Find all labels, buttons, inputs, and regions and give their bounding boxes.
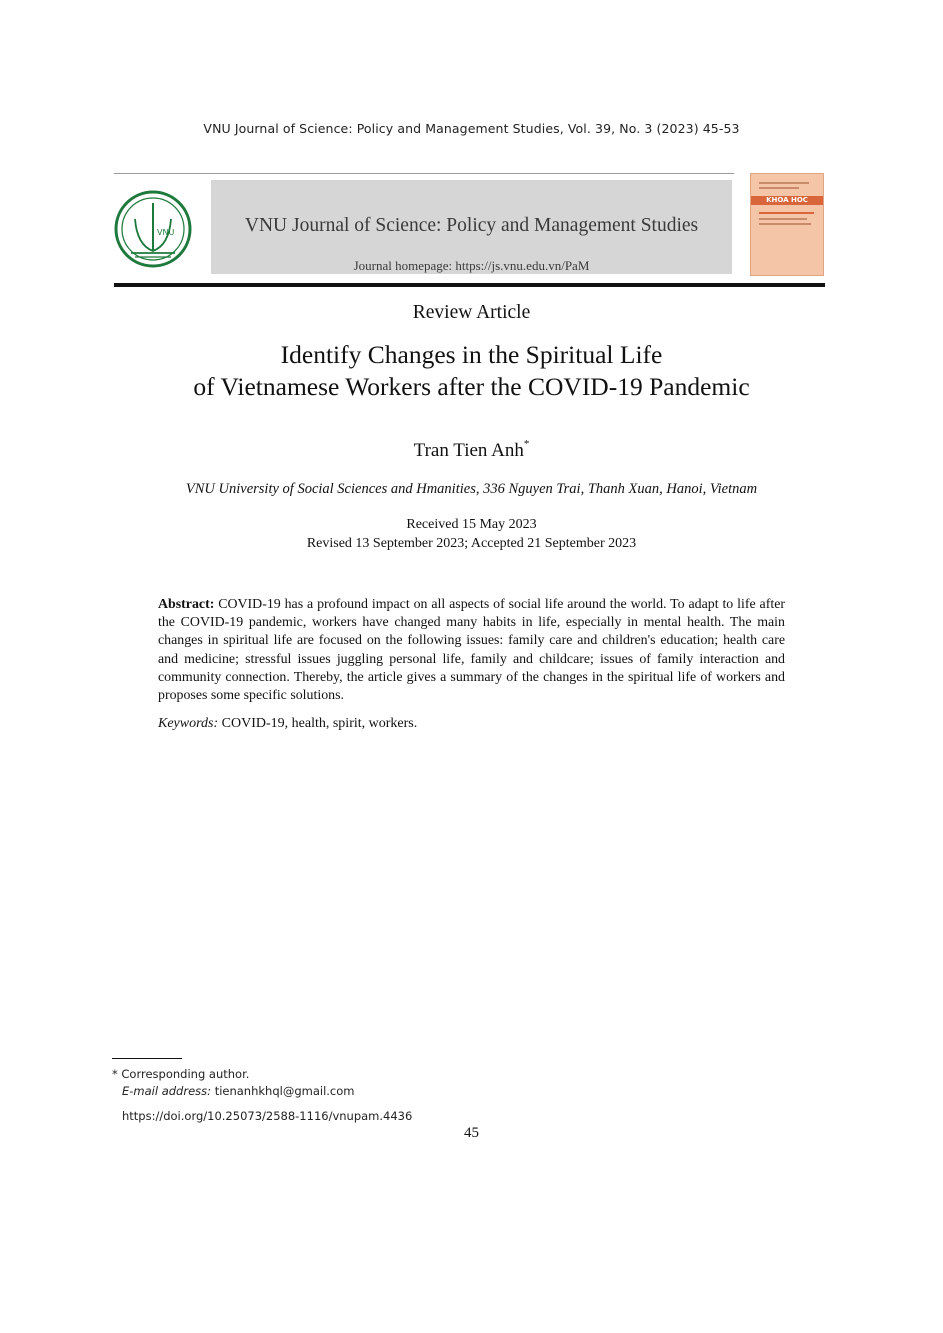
journal-homepage: Journal homepage: https://js.vnu.edu.vn/PaM [353, 258, 590, 273]
article-dates [0, 515, 943, 553]
footnote-corresponding [112, 1067, 249, 1081]
cover-title: KHOA HOC [766, 196, 808, 204]
title-line-1: Identify Changes in the Spiritual Life [280, 340, 663, 369]
author [0, 440, 943, 462]
page-number: 45 [464, 1125, 479, 1141]
corresponding-label: Corresponding author. [121, 1067, 250, 1081]
header-top-rule [114, 173, 734, 174]
title-line-2: of Vietnamese Workers after the COVID-19 Pandemic [193, 372, 750, 401]
logo-text: VNU [157, 228, 175, 237]
abstract-label: Abstract: [158, 597, 215, 612]
article-type: Review Article [412, 302, 531, 323]
header-bottom-rule [114, 283, 825, 287]
received-date: Received 15 May 2023 [406, 517, 537, 532]
footnote-email [122, 1084, 354, 1098]
affiliation: VNU University of Social Sciences and Hmanities, 336 Nguyen Trai, Thanh Xuan, Hanoi, Vietnam [185, 481, 758, 497]
author-name: Tran Tien Anh [413, 440, 524, 461]
revised-accepted-date: Revised 13 September 2023; Accepted 21 September 2023 [306, 536, 637, 551]
email-address: tienanhkhql@gmail.com [214, 1084, 355, 1098]
journal-cover-thumbnail [750, 173, 824, 276]
abstract [158, 596, 785, 705]
footnote-rule [112, 1058, 182, 1059]
article-title [0, 339, 943, 403]
keywords-text: COVID-19, health, spirit, workers. [221, 716, 418, 731]
author-mark: * [523, 438, 530, 450]
email-label: E-mail address: [122, 1084, 212, 1098]
vnu-logo [113, 189, 193, 269]
abstract-text: COVID-19 has a profound impact on all aspects of social life around the world. To adapt to life after the COVID-19 pandemic, workers have changed many habits in life, especially in mental health. The main changes in spiritual life are focused on the following issues: family care and children's education; health care and medicine; stressful issues juggling personal life, family and childcare; issues of family interaction and community connection. Thereby, the article gives a summary of the changes in the spiritual life of workers and proposes some specific solutions. [158, 597, 785, 704]
keywords-label: Keywords: [158, 716, 219, 731]
footnote-mark: * [112, 1067, 118, 1081]
journal-title: VNU Journal of Science: Policy and Management Studies [244, 215, 699, 236]
doi-link[interactable]: https://doi.org/10.25073/2588-1116/vnupam.4436 [122, 1109, 413, 1123]
keywords [158, 716, 785, 732]
running-head: VNU Journal of Science: Policy and Management Studies, Vol. 39, No. 3 (2023) 45-53 [203, 121, 740, 136]
